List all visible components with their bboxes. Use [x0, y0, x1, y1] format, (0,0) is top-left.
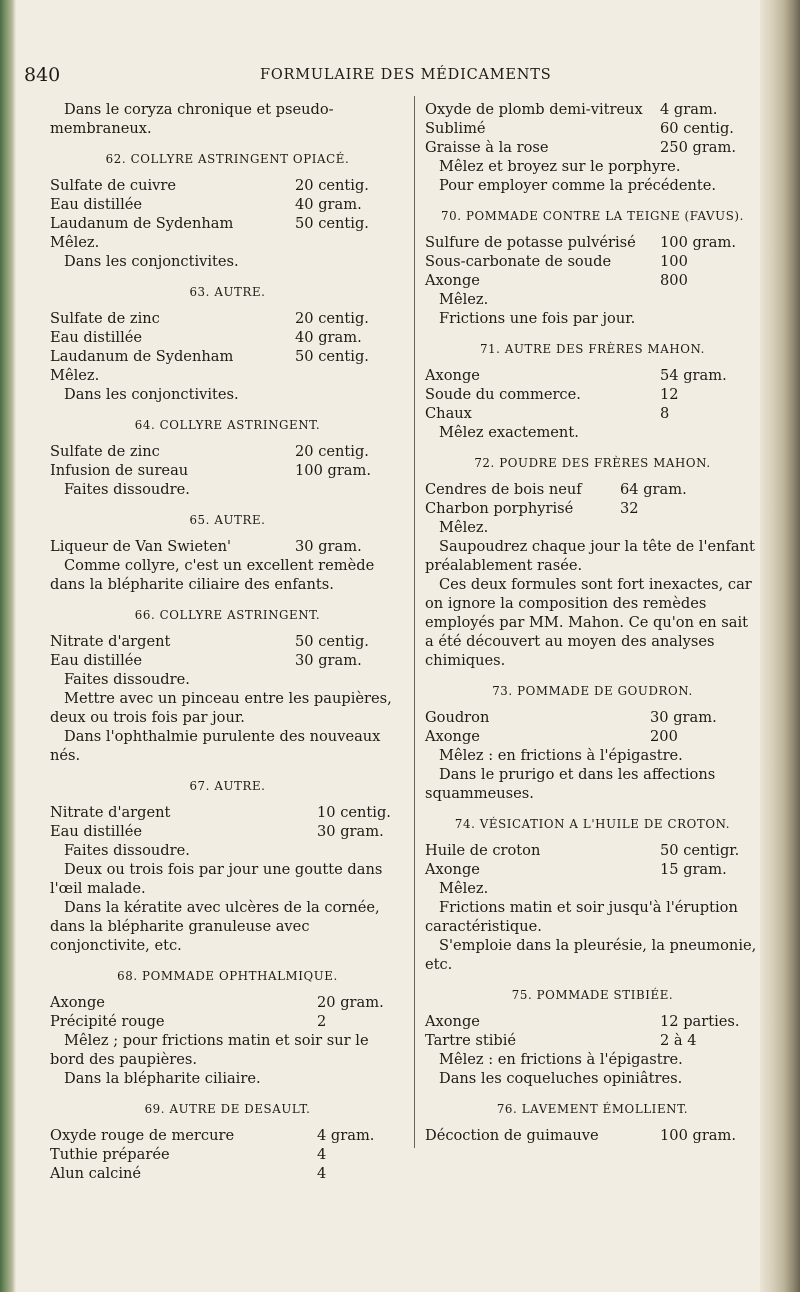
ingredient-amount: 12: [660, 386, 679, 403]
formula-heading: 66. COLLYRE ASTRINGENT.: [134, 608, 321, 622]
formula-heading: 64. COLLYRE ASTRINGENT.: [134, 418, 321, 432]
ingredient-amount: 100 gram.: [295, 462, 371, 479]
ingredient-name: Sublimé: [425, 120, 486, 137]
ingredient-amount: 250 gram.: [660, 139, 736, 156]
ingredient-row: [50, 803, 405, 822]
formula-heading: 65. AUTRE.: [189, 513, 266, 527]
ingredient-amount: 50 centigr.: [660, 842, 740, 859]
ingredient-amount: 200: [650, 728, 678, 745]
ingredient-row: [50, 461, 405, 480]
ingredient-amount: 50 centig.: [295, 215, 369, 232]
page-header: [0, 64, 800, 88]
formula-heading: 71. AUTRE DES FRÈRES MAHON.: [479, 342, 706, 356]
ingredient-name: Axonge: [425, 1013, 480, 1030]
formula-71: [425, 340, 760, 442]
ingredient-row: [50, 651, 405, 670]
formula-heading: 63. AUTRE.: [189, 285, 266, 299]
indication-paragraph: Dans les coqueluches opiniâtres.: [439, 1070, 683, 1087]
note-paragraph: Ces deux formules sont fort inexactes, car on ignore la composition des remèdes employés par MM. Mahon. Ce qu'on en sait a été découvert au moyen des analyses chimiques.: [425, 576, 752, 669]
usage-paragraph: Mêlez et broyez sur le porphyre.: [439, 158, 681, 175]
formula-75: [425, 986, 760, 1088]
ingredient-amount: 2 à 4: [660, 1032, 697, 1049]
formula-heading: 62. COLLYRE ASTRINGENT OPIACÉ.: [105, 152, 350, 166]
ingredient-name: Eau distillée: [50, 329, 143, 346]
ingredient-name: Cendres de bois neuf: [425, 481, 582, 498]
ingredient-row: [50, 214, 405, 233]
usage-paragraph: Mêlez ; pour frictions matin et soir sur le bord des paupières.: [50, 1032, 369, 1068]
ingredient-amount: 4: [317, 1165, 327, 1182]
ingredient-name: Sulfate de cuivre: [50, 177, 177, 194]
ingredient-amount: 8: [660, 405, 670, 422]
ingredient-name: Laudanum de Sydenham: [50, 215, 234, 232]
usage-paragraph: Frictions matin et soir jusqu'à l'éruption caractéristique.: [425, 899, 738, 935]
ingredient-name: Oxyde rouge de mercure: [50, 1127, 235, 1144]
ingredient-amount: 30 gram.: [295, 652, 362, 669]
formula-72: [425, 454, 760, 670]
ingredient-row: [425, 708, 760, 727]
ingredient-row: [50, 1145, 405, 1164]
ingredient-row: [50, 993, 405, 1012]
ingredient-row: [425, 271, 760, 290]
ingredient-amount: 30 gram.: [317, 823, 384, 840]
ingredient-row: [50, 309, 405, 328]
ingredient-name: Eau distillée: [50, 823, 143, 840]
instruction-line: Mêlez.: [439, 291, 489, 308]
ingredient-name: Axonge: [425, 272, 480, 289]
ingredient-amount: 12 parties.: [660, 1013, 740, 1030]
instruction-line: Faites dissoudre.: [64, 481, 190, 498]
ingredient-row: [425, 480, 760, 499]
page-edge-shadow: [760, 0, 800, 1292]
ingredient-name: Liqueur de Van Swieten': [50, 538, 232, 555]
ingredient-amount: 100 gram.: [660, 234, 736, 251]
instruction-line: Mêlez.: [439, 880, 489, 897]
formula-63: [50, 283, 405, 404]
ingredient-row: [50, 1126, 405, 1145]
ingredient-amount: 20 gram.: [317, 994, 384, 1011]
ingredient-row: [50, 1164, 405, 1183]
ingredient-name: Sous-carbonate de soude: [425, 253, 612, 270]
ingredient-name: Graisse à la rose: [425, 139, 549, 156]
indication-paragraph: Dans le prurigo et dans les affections squammeuses.: [425, 766, 716, 802]
ingredient-amount: 2: [317, 1013, 327, 1030]
instruction-line: Faites dissoudre.: [64, 671, 190, 688]
formula-76: [425, 1100, 760, 1145]
column-divider: [414, 96, 415, 1148]
ingredient-row: [50, 632, 405, 651]
ingredient-amount: 64 gram.: [620, 481, 687, 498]
ingredient-amount: 20 centig.: [295, 310, 369, 327]
ingredient-name: Eau distillée: [50, 196, 143, 213]
ingredient-name: Laudanum de Sydenham: [50, 348, 234, 365]
formula-67: [50, 777, 405, 955]
formula-heading: 67. AUTRE.: [189, 779, 266, 793]
ingredient-amount: 800: [660, 272, 688, 289]
ingredient-row: [50, 176, 405, 195]
ingredient-row: [425, 252, 760, 271]
ingredient-amount: 40 gram.: [295, 329, 362, 346]
ingredient-amount: 15 gram.: [660, 861, 727, 878]
ingredient-row: [50, 822, 405, 841]
ingredient-name: Nitrate d'argent: [50, 804, 171, 821]
ingredient-row: [425, 1126, 760, 1145]
ingredient-name: Soude du commerce.: [425, 386, 581, 403]
formula-69-continued: [425, 100, 760, 195]
ingredient-name: Axonge: [425, 861, 480, 878]
ingredient-name: Décoction de guimauve: [425, 1127, 599, 1144]
ingredient-amount: 10 centig.: [317, 804, 391, 821]
page-number: 840: [24, 64, 61, 86]
usage-paragraph: Saupoudrez chaque jour la tête de l'enfant préalablement rasée.: [425, 538, 755, 574]
ingredient-amount: 30 gram.: [650, 709, 717, 726]
ingredient-name: Sulfate de zinc: [50, 443, 160, 460]
formula-66: [50, 606, 405, 765]
formula-73: [425, 682, 760, 803]
formula-heading: 76. LAVEMENT ÉMOLLIENT.: [496, 1102, 689, 1116]
ingredient-name: Infusion de sureau: [50, 462, 189, 479]
ingredient-name: Axonge: [50, 994, 105, 1011]
usage-paragraph: Deux ou trois fois par jour une goutte dans l'œil malade.: [50, 861, 383, 897]
ingredient-amount: 60 centig.: [660, 120, 734, 137]
indication-paragraph: Dans la kératite avec ulcères de la cornée, dans la blépharite granuleuse avec conjonctivite, etc.: [50, 899, 380, 954]
formula-heading: 74. VÉSICATION A L'HUILE DE CROTON.: [454, 817, 731, 831]
indication-paragraph: S'emploie dans la pleurésie, la pneumonie, etc.: [425, 937, 757, 973]
ingredient-name: Tartre stibié: [425, 1032, 517, 1049]
ingredient-amount: 100: [660, 253, 688, 270]
usage-paragraph: Pour employer comme la précédente.: [439, 177, 716, 194]
ingredient-row: [50, 537, 405, 556]
ingredient-amount: 50 centig.: [295, 348, 369, 365]
ingredient-name: Oxyde de plomb demi-vitreux: [425, 101, 643, 118]
ingredient-amount: 32: [620, 500, 639, 517]
ingredient-row: [50, 1012, 405, 1031]
ingredient-name: Nitrate d'argent: [50, 633, 171, 650]
ingredient-amount: 40 gram.: [295, 196, 362, 213]
formula-64: [50, 416, 405, 499]
ingredient-name: Huile de croton: [425, 842, 541, 859]
ingredient-name: Goudron: [425, 709, 490, 726]
ingredient-row: [425, 404, 760, 423]
formula-heading: 72. POUDRE DES FRÈRES MAHON.: [474, 456, 711, 470]
ingredient-amount: 54 gram.: [660, 367, 727, 384]
ingredient-amount: 20 centig.: [295, 177, 369, 194]
instruction-line: Mêlez exactement.: [439, 424, 579, 441]
instruction-line: Mêlez.: [50, 234, 100, 251]
ingredient-name: Charbon porphyrisé: [425, 500, 574, 517]
ingredient-amount: 4 gram.: [660, 101, 718, 118]
formula-69: [50, 1100, 405, 1183]
ingredient-row: [425, 860, 760, 879]
ingredient-row: [425, 385, 760, 404]
ingredient-row: [50, 442, 405, 461]
ingredient-name: Précipité rouge: [50, 1013, 165, 1030]
ingredient-amount: 4: [317, 1146, 327, 1163]
formula-heading: 75. POMMADE STIBIÉE.: [511, 988, 674, 1002]
ingredient-row: [50, 328, 405, 347]
indication-line: Dans les conjonctivites.: [64, 253, 239, 270]
ingredient-row: [425, 119, 760, 138]
ingredient-amount: 50 centig.: [295, 633, 369, 650]
usage-line: Frictions une fois par jour.: [439, 310, 636, 327]
formula-65: [50, 511, 405, 594]
formula-62: [50, 150, 405, 271]
ingredient-row: [425, 499, 760, 518]
formula-heading: 69. AUTRE DE DESAULT.: [144, 1102, 311, 1116]
ingredient-row: [425, 138, 760, 157]
ingredient-name: Tuthie préparée: [50, 1146, 170, 1163]
formula-68: [50, 967, 405, 1088]
ingredient-amount: 30 gram.: [295, 538, 362, 555]
instruction-line: Mêlez.: [50, 367, 100, 384]
ingredient-amount: 20 centig.: [295, 443, 369, 460]
formula-74: [425, 815, 760, 974]
formula-70: [425, 207, 760, 328]
usage-paragraph: Mêlez : en frictions à l'épigastre.: [439, 1051, 683, 1068]
instruction-line: Mêlez.: [439, 519, 489, 536]
ingredient-name: Alun calciné: [50, 1165, 142, 1182]
book-spine-edge: [0, 0, 16, 1292]
running-title: FORMULAIRE DES MÉDICAMENTS: [260, 67, 552, 83]
ingredient-name: Sulfate de zinc: [50, 310, 160, 327]
ingredient-row: [425, 1012, 760, 1031]
ingredient-row: [425, 727, 760, 746]
instruction-line: Faites dissoudre.: [64, 842, 190, 859]
ingredient-amount: 4 gram.: [317, 1127, 375, 1144]
formula-heading: 70. POMMADE CONTRE LA TEIGNE (FAVUS).: [441, 209, 744, 223]
ingredient-amount: 100 gram.: [660, 1127, 736, 1144]
ingredient-row: [425, 1031, 760, 1050]
ingredient-row: [425, 366, 760, 385]
right-column: [425, 100, 760, 1145]
ingredient-name: Sulfure de potasse pulvérisé: [425, 234, 636, 251]
intro-paragraph: Dans le coryza chronique et pseudo-membraneux.: [50, 101, 334, 137]
usage-paragraph: Mêlez : en frictions à l'épigastre.: [439, 747, 683, 764]
ingredient-name: Axonge: [425, 367, 480, 384]
usage-paragraph: Comme collyre, c'est un excellent remède dans la blépharite ciliaire des enfants.: [50, 557, 375, 593]
ingredient-name: Chaux: [425, 405, 472, 422]
indication-paragraph: Dans la blépharite ciliaire.: [64, 1070, 261, 1087]
indication-line: Dans les conjonctivites.: [64, 386, 239, 403]
formula-heading: 68. POMMADE OPHTHALMIQUE.: [117, 969, 338, 983]
formula-heading: 73. POMMADE DE GOUDRON.: [492, 684, 693, 698]
ingredient-name: Axonge: [425, 728, 480, 745]
indication-paragraph: Dans l'ophthalmie purulente des nouveaux nés.: [50, 728, 381, 764]
usage-paragraph: Mettre avec un pinceau entre les paupières, deux ou trois fois par jour.: [50, 690, 392, 726]
ingredient-row: [425, 100, 760, 119]
ingredient-name: Eau distillée: [50, 652, 143, 669]
ingredient-row: [425, 841, 760, 860]
ingredient-row: [50, 195, 405, 214]
left-column: [50, 100, 405, 1183]
ingredient-row: [50, 347, 405, 366]
ingredient-row: [425, 233, 760, 252]
